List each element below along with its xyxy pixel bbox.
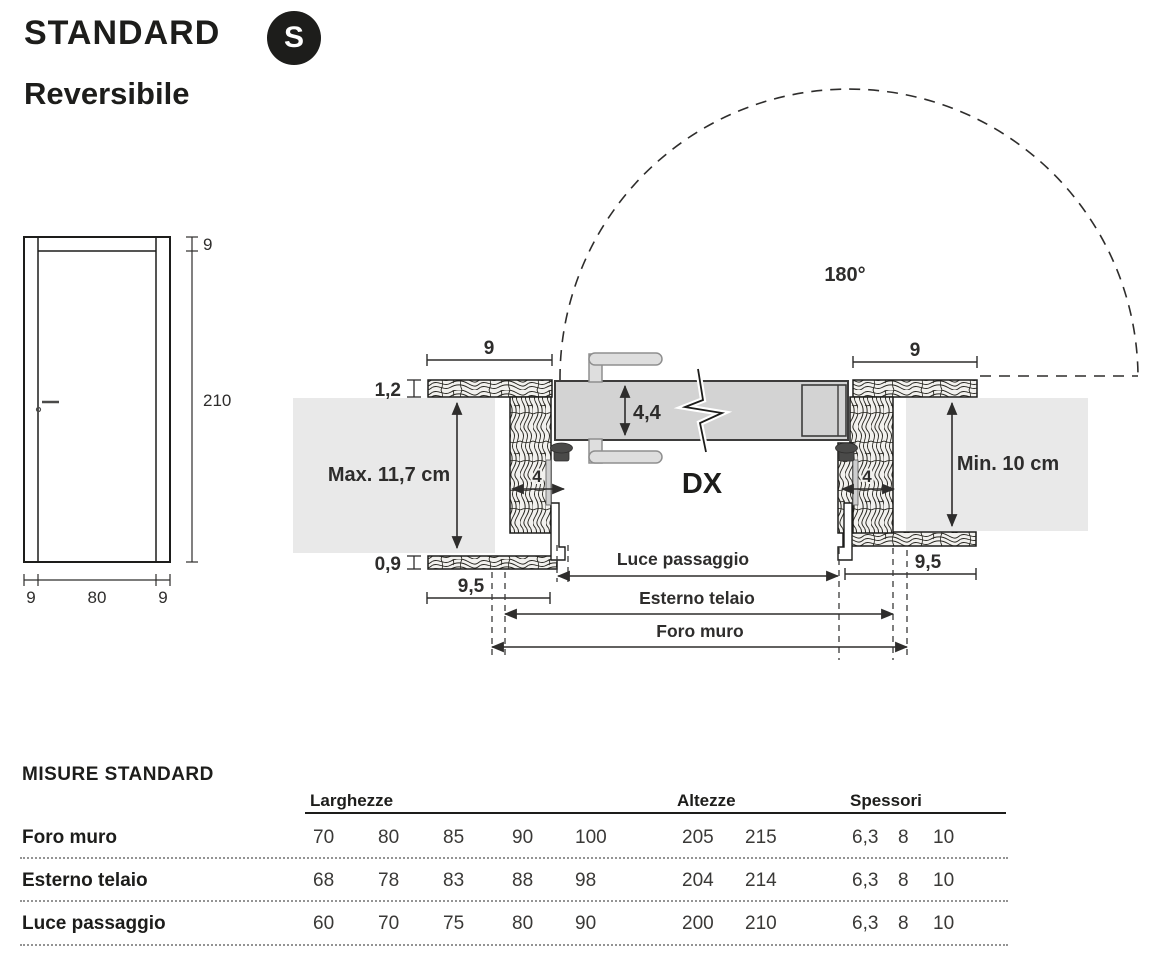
casing-bottom-left: [428, 556, 557, 569]
cell: 6,3: [852, 870, 879, 891]
column-group-heights: Altezze: [677, 791, 736, 810]
cell: 98: [575, 870, 597, 891]
seal-groove-left: [546, 460, 551, 505]
leaf-thickness-label: 4,4: [633, 402, 661, 424]
jamb-depth-left-label: 9,5: [457, 576, 485, 597]
cell: 204: [682, 870, 714, 891]
swing-arc: [560, 89, 1138, 380]
door-front-view: [24, 237, 170, 562]
column-group-thicknesses: Spessori: [850, 791, 922, 810]
wall-max-label: Max. 11,7 cm: [327, 464, 451, 486]
cell: 6,3: [852, 827, 879, 848]
dim-front-bottom-right: 9: [158, 588, 168, 607]
cell: 75: [443, 913, 465, 934]
header-rule: [305, 812, 1006, 814]
cell: 214: [745, 870, 777, 891]
handle-top-bar: [589, 353, 662, 365]
lower-casing-thickness-label: 0,9: [374, 554, 401, 575]
page-subtitle: Reversibile: [24, 76, 190, 111]
hinge-right-cap: [836, 443, 858, 453]
cell: 80: [378, 827, 400, 848]
cell: 200: [682, 913, 714, 934]
cell: 90: [575, 913, 597, 934]
cell: 85: [443, 827, 465, 848]
clear-opening-label: Luce passaggio: [616, 549, 750, 569]
cell: 70: [378, 913, 400, 934]
cell: 78: [378, 870, 400, 891]
seal-groove-right: [853, 460, 858, 505]
row-label: Foro muro: [22, 827, 117, 848]
cell: 215: [745, 827, 777, 848]
cell: 88: [512, 870, 534, 891]
hand-label: DX: [681, 468, 723, 500]
hinge-left-cap: [551, 443, 573, 453]
casing-width-dims: [427, 354, 977, 368]
casing-width-right-label: 9: [909, 340, 921, 361]
cell: 210: [745, 913, 777, 934]
row-divider: [20, 900, 1008, 902]
cell: 70: [313, 827, 335, 848]
jamb-left: [510, 397, 551, 533]
cell: 100: [575, 827, 607, 848]
swing-angle-label: 180°: [824, 264, 866, 286]
dim-front-top: 9: [203, 235, 213, 254]
column-group-widths: Larghezze: [310, 791, 394, 810]
cell: 8: [898, 870, 909, 891]
standard-sizes-table: [0, 760, 1169, 960]
casing-thickness-label: 1,2: [374, 380, 401, 401]
jamb-depth-right-label: 9,5: [914, 552, 942, 573]
dim-front-height: 210: [203, 391, 232, 410]
casing-top-right: [853, 380, 977, 397]
series-badge-letter: S: [283, 21, 304, 54]
front-view-dimensions: [24, 237, 198, 586]
cell: 8: [898, 827, 909, 848]
cell: 205: [682, 827, 714, 848]
casing-width-left-label: 9: [483, 338, 495, 359]
door-frame-outline: [24, 237, 170, 562]
cell: 90: [512, 827, 534, 848]
extension-profile-left: [551, 503, 565, 560]
cell: 8: [898, 913, 909, 934]
wall-min-label: Min. 10 cm: [956, 453, 1060, 475]
handle-bottom-bar: [589, 451, 662, 463]
page-title: STANDARD: [24, 14, 221, 52]
table-title: MISURE STANDARD: [22, 764, 214, 785]
frame-outside-label: Esterno telaio: [639, 588, 755, 608]
row-divider: [20, 857, 1008, 859]
row-label: Esterno telaio: [22, 870, 148, 891]
cell: 80: [512, 913, 534, 934]
row-divider: [20, 944, 1008, 946]
jamb-right-width-label: 4: [862, 467, 872, 486]
cell: 60: [313, 913, 335, 934]
dim-front-bottom-center: 80: [87, 588, 107, 607]
casing-bottom-right: [843, 532, 976, 546]
row-label: Luce passaggio: [22, 913, 166, 934]
cell: 10: [933, 870, 955, 891]
wall-opening-label: Foro muro: [656, 621, 744, 641]
cell: 6,3: [852, 913, 879, 934]
casing-top-left: [428, 380, 552, 397]
cell: 10: [933, 827, 955, 848]
cell: 68: [313, 870, 335, 891]
cell: 10: [933, 913, 955, 934]
cell: 83: [443, 870, 465, 891]
jamb-left-width-label: 4: [532, 467, 542, 486]
dim-front-bottom-left: 9: [26, 588, 36, 607]
